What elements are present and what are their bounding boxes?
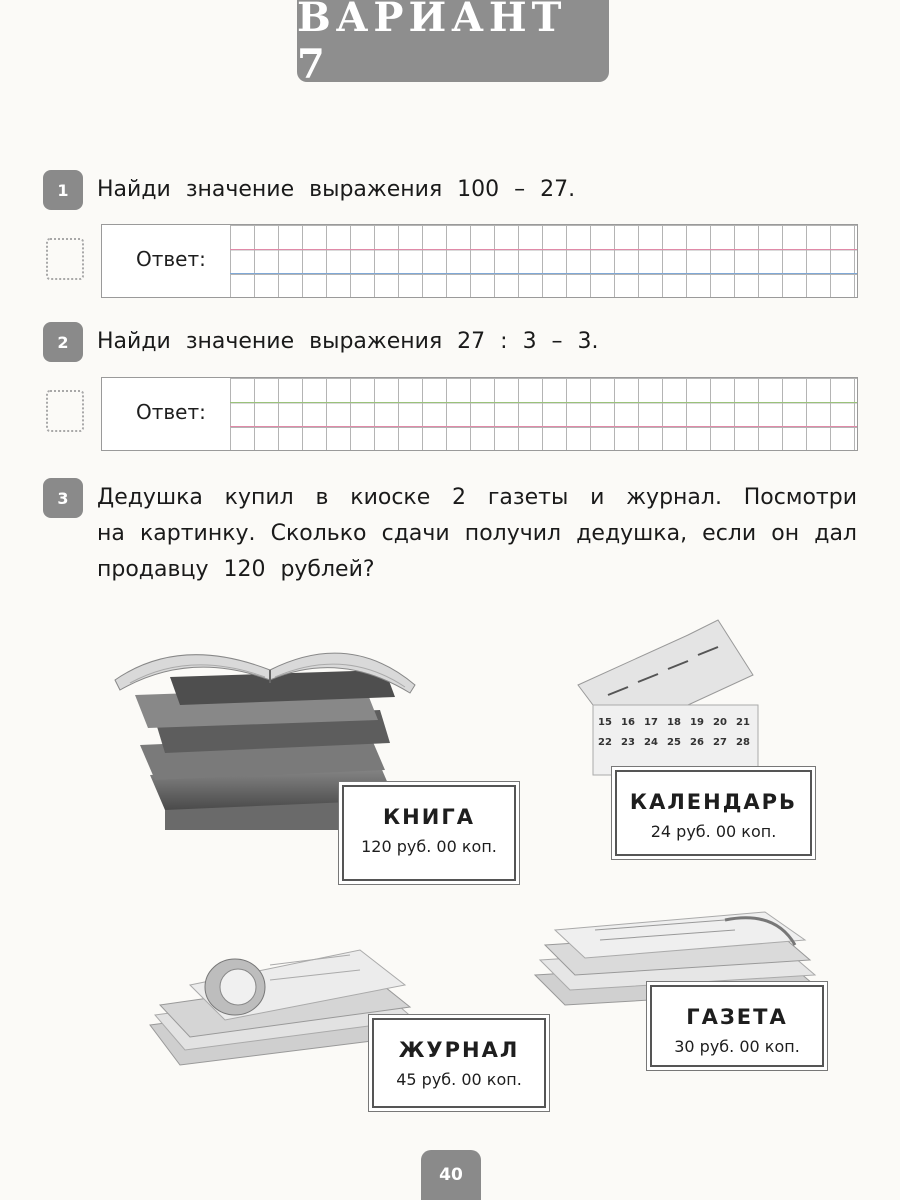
task-1-score-box[interactable] bbox=[46, 238, 84, 280]
calendar-icon bbox=[568, 615, 768, 780]
variant-title: ВАРИАНТ 7 bbox=[297, 0, 567, 88]
calendar-day: 17 bbox=[644, 717, 658, 728]
answer-grid[interactable] bbox=[230, 378, 857, 450]
task-2-score-box[interactable] bbox=[46, 390, 84, 432]
task-1-answer-field[interactable] bbox=[101, 224, 858, 298]
answer-grid[interactable] bbox=[230, 225, 857, 297]
calendar-day: 16 bbox=[621, 717, 635, 728]
calendar-day: 26 bbox=[690, 737, 704, 748]
item-price: 30 руб. 00 коп. bbox=[674, 1037, 800, 1056]
answer-label: Ответ: bbox=[136, 400, 206, 424]
calendar-day: 22 bbox=[598, 737, 612, 748]
task-3-text bbox=[97, 480, 857, 588]
task-2-text: Найди значение выражения 27 : 3 – 3. bbox=[97, 329, 599, 354]
calendar-day: 27 bbox=[713, 737, 727, 748]
price-tag-magazine bbox=[372, 1018, 546, 1108]
task-3-line: на картинку. Сколько сдачи получил дедушка, если он дал bbox=[97, 521, 857, 546]
calendar-day: 24 bbox=[644, 737, 658, 748]
calendar-day: 25 bbox=[667, 737, 681, 748]
calendar-day: 19 bbox=[690, 717, 704, 728]
calendar-day: 18 bbox=[667, 717, 681, 728]
variant-header bbox=[297, 0, 609, 88]
item-price: 120 руб. 00 коп. bbox=[361, 837, 497, 856]
task-number-badge: 3 bbox=[43, 478, 83, 518]
calendar-day: 15 bbox=[598, 717, 612, 728]
item-name: КНИГА bbox=[383, 805, 475, 829]
price-tag-calendar bbox=[615, 770, 812, 856]
task-number-badge: 1 bbox=[43, 170, 83, 210]
page-number: 40 bbox=[421, 1150, 481, 1200]
answer-label: Ответ: bbox=[136, 247, 206, 271]
item-name: ГАЗЕТА bbox=[686, 1005, 788, 1029]
calendar-day: 21 bbox=[736, 717, 750, 728]
price-tag-book bbox=[342, 785, 516, 881]
price-tag-newspaper bbox=[650, 985, 824, 1067]
calendar-day: 28 bbox=[736, 737, 750, 748]
item-price: 24 руб. 00 коп. bbox=[650, 822, 777, 841]
task-number-badge: 2 bbox=[43, 322, 83, 362]
task-3-line: Дедушка купил в киоске 2 газеты и журнал. Посмотри bbox=[97, 485, 857, 510]
calendar-day: 20 bbox=[713, 717, 727, 728]
task-2-answer-field[interactable] bbox=[101, 377, 858, 451]
item-name: ЖУРНАЛ bbox=[398, 1038, 520, 1062]
task-1-text: Найди значение выражения 100 – 27. bbox=[97, 177, 576, 202]
calendar-day: 23 bbox=[621, 737, 635, 748]
item-name: КАЛЕНДАРЬ bbox=[629, 790, 798, 814]
task-3-line: продавцу 120 рублей? bbox=[97, 557, 375, 582]
item-price: 45 руб. 00 коп. bbox=[396, 1070, 522, 1089]
